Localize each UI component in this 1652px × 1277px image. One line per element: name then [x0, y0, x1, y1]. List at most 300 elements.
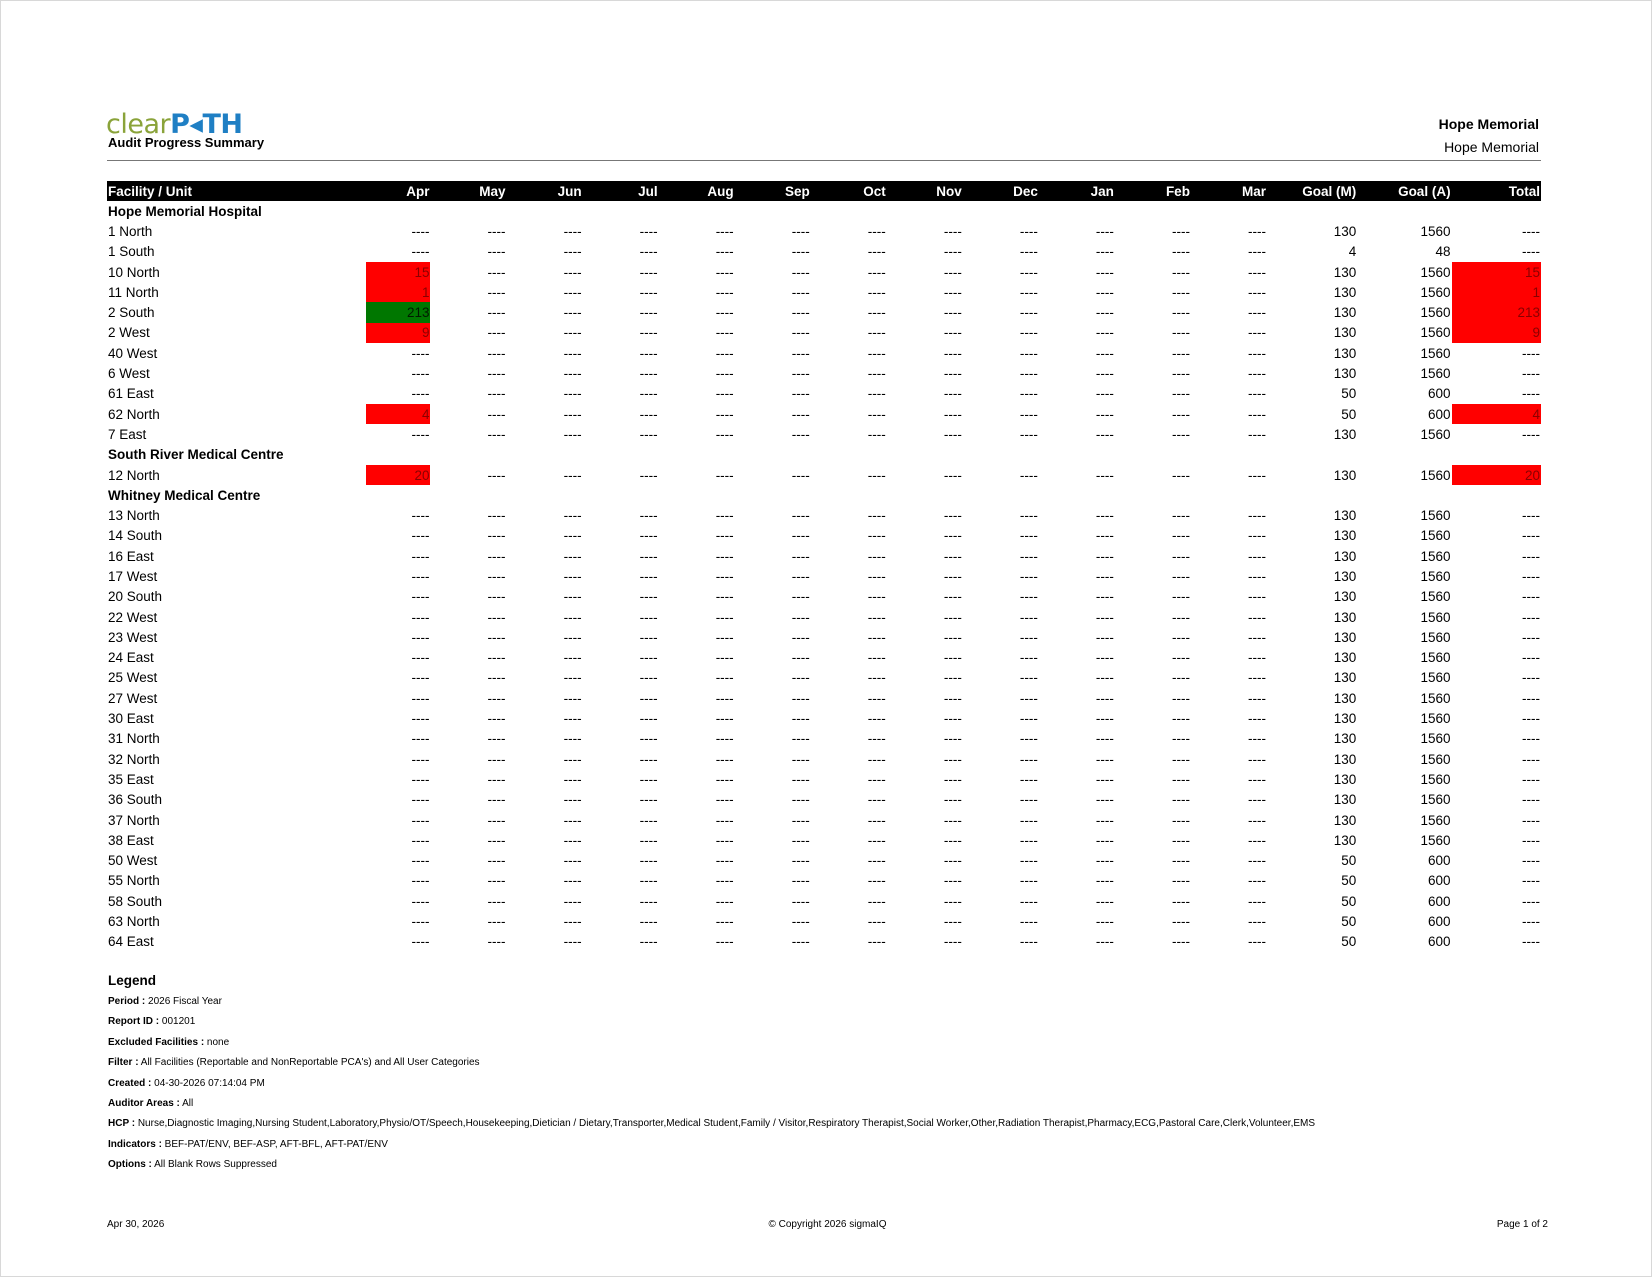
month-cell: ----	[487, 223, 506, 239]
month-cell: ----	[1019, 771, 1038, 787]
legend-item-value: All	[179, 1097, 194, 1109]
month-cell: ----	[563, 548, 582, 564]
month-cell: ----	[1248, 508, 1266, 524]
month-cell: ----	[487, 244, 506, 260]
goal-annual-cell: 1560	[1420, 609, 1451, 625]
unit-name: 27 West	[108, 690, 158, 706]
month-cell: ----	[1095, 528, 1114, 544]
goal-annual-cell: 1560	[1420, 305, 1451, 321]
table-row	[107, 262, 1541, 282]
month-cell: ----	[715, 812, 734, 828]
month-cell-apr: ----	[411, 832, 430, 848]
table-row	[107, 607, 1541, 627]
goal-annual-cell: 600	[1428, 914, 1451, 930]
goal-annual-cell: 1560	[1420, 264, 1451, 280]
month-cell: ----	[867, 467, 886, 483]
month-cell: ----	[791, 934, 810, 950]
goal-annual-cell: 1560	[1420, 467, 1451, 483]
month-cell: ----	[1095, 832, 1114, 848]
month-cell: ----	[867, 406, 886, 422]
total-cell: ----	[1522, 853, 1540, 869]
total-cell: ----	[1522, 711, 1540, 727]
month-cell: ----	[1019, 508, 1038, 524]
month-cell: ----	[563, 426, 582, 442]
month-cell-apr: ----	[411, 366, 430, 382]
month-cell: ----	[639, 548, 658, 564]
month-cell-apr: ----	[411, 568, 430, 584]
column-header: Sep	[735, 181, 811, 201]
month-cell-apr: ----	[411, 853, 430, 869]
goal-monthly-cell: 50	[1341, 873, 1357, 889]
month-cell: ----	[639, 792, 658, 808]
total-cell: ----	[1522, 223, 1540, 239]
month-cell: ----	[1248, 914, 1266, 930]
month-cell: ----	[715, 366, 734, 382]
month-cell: ----	[791, 771, 810, 787]
month-cell: ----	[1248, 670, 1266, 686]
month-cell: ----	[791, 731, 810, 747]
goal-monthly-cell: 50	[1341, 853, 1357, 869]
month-cell: ----	[563, 264, 582, 280]
month-cell: ----	[715, 609, 734, 625]
month-cell: ----	[1248, 366, 1266, 382]
month-cell: ----	[487, 873, 506, 889]
month-cell: ----	[563, 853, 582, 869]
total-cell: ----	[1522, 792, 1540, 808]
legend-item-label: Report ID :	[108, 1016, 160, 1028]
month-cell: ----	[1019, 223, 1038, 239]
month-cell: ----	[563, 812, 582, 828]
goal-annual-cell: 1560	[1420, 650, 1451, 666]
month-cell: ----	[791, 629, 810, 645]
unit-name: 23 West	[108, 629, 158, 645]
unit-name: 58 South	[108, 893, 163, 909]
table-row	[107, 932, 1541, 952]
month-cell: ----	[639, 366, 658, 382]
table-row	[107, 688, 1541, 708]
month-cell: ----	[487, 832, 506, 848]
table-row	[107, 648, 1541, 668]
month-cell: ----	[487, 690, 506, 706]
month-cell: ----	[487, 934, 506, 950]
month-cell: ----	[1248, 223, 1266, 239]
month-cell: ----	[867, 548, 886, 564]
month-cell: ----	[487, 812, 506, 828]
month-cell: ----	[943, 305, 962, 321]
column-header: Aug	[659, 181, 735, 201]
month-cell: ----	[791, 223, 810, 239]
month-cell: ----	[1095, 934, 1114, 950]
column-header: Facility / Unit	[107, 181, 366, 201]
month-cell-apr: ----	[411, 690, 430, 706]
month-cell: ----	[563, 751, 582, 767]
month-cell: ----	[1095, 751, 1114, 767]
column-header: Jul	[583, 181, 659, 201]
unit-name: 32 North	[108, 751, 160, 767]
month-cell: ----	[563, 305, 582, 321]
month-cell: ----	[487, 853, 506, 869]
month-cell: ----	[639, 508, 658, 524]
month-cell: ----	[715, 629, 734, 645]
report-title: Audit Progress Summary	[108, 135, 265, 150]
table-row	[107, 343, 1541, 363]
month-cell: ----	[943, 751, 962, 767]
month-cell: ----	[1019, 345, 1038, 361]
month-cell: ----	[1019, 589, 1038, 605]
month-cell: ----	[1171, 406, 1190, 422]
month-cell: ----	[1248, 711, 1266, 727]
unit-name: 30 East	[108, 711, 154, 727]
goal-monthly-cell: 130	[1333, 812, 1357, 828]
month-cell: ----	[487, 528, 506, 544]
month-cell: ----	[487, 345, 506, 361]
legend-item	[108, 1056, 1315, 1076]
month-cell: ----	[943, 386, 962, 402]
month-cell: ----	[1248, 386, 1266, 402]
month-cell: ----	[1095, 508, 1114, 524]
unit-name: 1 North	[108, 223, 153, 239]
month-cell-apr: ----	[411, 528, 430, 544]
month-cell: ----	[1019, 568, 1038, 584]
month-cell: ----	[715, 934, 734, 950]
month-cell: ----	[487, 711, 506, 727]
goal-annual-cell: 1560	[1420, 751, 1451, 767]
month-cell: ----	[563, 629, 582, 645]
goal-annual-cell: 1560	[1420, 670, 1451, 686]
total-cell: ----	[1522, 528, 1540, 544]
goal-annual-cell: 1560	[1420, 366, 1451, 382]
facility-name: Hope Memorial Hospital	[108, 203, 262, 219]
month-cell: ----	[1171, 914, 1190, 930]
month-cell: ----	[563, 914, 582, 930]
month-cell: ----	[1095, 366, 1114, 382]
table-row	[107, 363, 1541, 383]
legend-item-value: 2026 Fiscal Year	[145, 996, 222, 1007]
month-cell: ----	[563, 325, 582, 341]
unit-name: 12 North	[108, 467, 160, 483]
month-cell: ----	[943, 650, 962, 666]
month-cell: ----	[943, 508, 962, 524]
legend-item-value: none	[204, 1036, 230, 1048]
month-cell: ----	[791, 690, 810, 706]
month-cell: ----	[639, 426, 658, 442]
month-cell: ----	[867, 223, 886, 239]
month-cell-apr: ----	[411, 244, 430, 260]
month-cell: ----	[487, 914, 506, 930]
unit-name: 64 East	[108, 934, 154, 950]
month-cell: ----	[943, 548, 962, 564]
legend-item-label: Excluded Facilities :	[108, 1036, 205, 1048]
month-cell: ----	[487, 284, 506, 300]
goal-monthly-cell: 130	[1333, 771, 1357, 787]
goal-monthly-cell: 130	[1333, 366, 1357, 382]
goal-annual-cell: 1560	[1420, 548, 1451, 564]
total-cell: ----	[1522, 812, 1540, 828]
month-cell: ----	[867, 690, 886, 706]
footer-date: Apr 30, 2026	[107, 1219, 165, 1230]
month-cell-apr: ----	[411, 609, 430, 625]
month-cell: ----	[791, 264, 810, 280]
month-cell: ----	[867, 568, 886, 584]
total-cell: ----	[1522, 589, 1540, 605]
month-cell: ----	[791, 609, 810, 625]
column-header: Total	[1452, 181, 1541, 201]
month-cell: ----	[563, 223, 582, 239]
table-row	[107, 891, 1541, 911]
month-cell: ----	[563, 690, 582, 706]
month-cell: ----	[1095, 345, 1114, 361]
month-cell: ----	[791, 467, 810, 483]
table-row	[107, 242, 1541, 262]
month-cell: ----	[943, 284, 962, 300]
month-cell: ----	[1248, 792, 1266, 808]
month-cell: ----	[639, 812, 658, 828]
facility-group-row	[107, 445, 1541, 465]
month-cell: ----	[639, 284, 658, 300]
month-cell: ----	[1171, 548, 1190, 564]
month-cell: ----	[1019, 853, 1038, 869]
column-header: Goal (M)	[1267, 181, 1357, 201]
legend-item-value: 04-30-2026 07:14:04 PM	[151, 1077, 265, 1089]
month-cell: ----	[1248, 345, 1266, 361]
month-cell: ----	[1019, 893, 1038, 909]
table-row	[107, 830, 1541, 850]
month-cell: ----	[943, 325, 962, 341]
table-row	[107, 404, 1541, 424]
month-cell: ----	[1171, 711, 1190, 727]
total-cell: ----	[1522, 914, 1540, 930]
goal-annual-cell: 1560	[1420, 589, 1451, 605]
month-cell: ----	[563, 873, 582, 889]
month-cell: ----	[639, 711, 658, 727]
goal-monthly-cell: 130	[1333, 305, 1357, 321]
month-cell: ----	[867, 731, 886, 747]
month-cell: ----	[791, 366, 810, 382]
total-cell: ----	[1522, 426, 1540, 442]
month-cell: ----	[943, 406, 962, 422]
unit-name: 37 North	[108, 812, 160, 828]
unit-name: 31 North	[108, 731, 160, 747]
table-row	[107, 871, 1541, 891]
month-cell: ----	[1248, 264, 1266, 280]
month-cell: ----	[1019, 284, 1038, 300]
goal-annual-cell: 600	[1428, 893, 1451, 909]
total-cell: ----	[1522, 345, 1540, 361]
facility-group-row	[107, 201, 1541, 221]
month-cell: ----	[943, 426, 962, 442]
table-row	[107, 526, 1541, 546]
total-cell: ----	[1522, 568, 1540, 584]
table-row	[107, 424, 1541, 444]
month-cell: ----	[791, 589, 810, 605]
month-cell-apr: ----	[411, 345, 430, 361]
month-cell: ----	[639, 609, 658, 625]
legend-item-value: Nurse,Diagnostic Imaging,Nursing Student,Laboratory,Physio/OT/Speech,Housekeeping,Dietician / Dietary,Transporter,Medical Student,Family / Visitor,Respiratory Therapist,Social Worker,Other,Radiation Therapist,Pharmacy,ECG,Pastoral Care,Clerk,Volunteer,EMS	[135, 1118, 1316, 1130]
month-cell: ----	[487, 366, 506, 382]
legend-item-label: Indicators :	[108, 1138, 162, 1150]
month-cell: ----	[639, 406, 658, 422]
month-cell: ----	[1095, 690, 1114, 706]
month-cell: ----	[1019, 325, 1038, 341]
month-cell: ----	[791, 751, 810, 767]
month-cell: ----	[867, 792, 886, 808]
legend-item-label: Created :	[108, 1077, 152, 1089]
total-cell: 1	[1452, 282, 1541, 302]
goal-annual-cell: 1560	[1420, 426, 1451, 442]
month-cell: ----	[487, 650, 506, 666]
month-cell: ----	[867, 386, 886, 402]
month-cell: ----	[639, 589, 658, 605]
goal-monthly-cell: 130	[1333, 609, 1357, 625]
month-cell: ----	[639, 934, 658, 950]
goal-annual-cell: 1560	[1420, 711, 1451, 727]
month-cell: ----	[1095, 914, 1114, 930]
legend-item-value: BEF-PAT/ENV, BEF-ASP, AFT-BFL, AFT-PAT/ENV	[161, 1138, 388, 1150]
month-cell: ----	[563, 244, 582, 260]
goal-monthly-cell: 50	[1341, 934, 1357, 950]
month-cell-apr: ----	[411, 771, 430, 787]
month-cell: ----	[867, 832, 886, 848]
legend	[108, 973, 1315, 1179]
month-cell: ----	[715, 914, 734, 930]
legend-items	[108, 995, 1315, 1179]
month-cell: ----	[943, 853, 962, 869]
month-cell: ----	[563, 771, 582, 787]
month-cell: ----	[791, 426, 810, 442]
month-cell: ----	[943, 893, 962, 909]
month-cell: ----	[1248, 426, 1266, 442]
month-cell: ----	[1171, 609, 1190, 625]
month-cell-apr: ----	[411, 223, 430, 239]
month-cell: ----	[1019, 629, 1038, 645]
month-cell: ----	[867, 853, 886, 869]
month-cell: ----	[715, 589, 734, 605]
month-cell: ----	[1019, 244, 1038, 260]
goal-monthly-cell: 130	[1333, 832, 1357, 848]
month-cell-apr: 213	[366, 302, 431, 322]
month-cell: ----	[791, 670, 810, 686]
month-cell: ----	[487, 629, 506, 645]
unit-name: 10 North	[108, 264, 160, 280]
month-cell: ----	[715, 893, 734, 909]
month-cell: ----	[1171, 589, 1190, 605]
month-cell: ----	[1095, 589, 1114, 605]
month-cell-apr: ----	[411, 508, 430, 524]
audit-progress-table	[107, 181, 1541, 952]
total-cell: ----	[1522, 690, 1540, 706]
unit-name: 2 South	[108, 305, 155, 321]
goal-monthly-cell: 130	[1333, 690, 1357, 706]
month-cell: ----	[867, 325, 886, 341]
table-body	[107, 201, 1541, 952]
table-row	[107, 566, 1541, 586]
column-header: Goal (A)	[1357, 181, 1451, 201]
month-cell: ----	[867, 751, 886, 767]
month-cell: ----	[1019, 264, 1038, 280]
month-cell: ----	[1171, 568, 1190, 584]
month-cell: ----	[1019, 711, 1038, 727]
month-cell: ----	[1019, 386, 1038, 402]
column-header: Apr	[366, 181, 431, 201]
goal-annual-cell: 1560	[1420, 568, 1451, 584]
month-cell-apr: ----	[411, 650, 430, 666]
month-cell: ----	[943, 690, 962, 706]
month-cell: ----	[943, 345, 962, 361]
month-cell: ----	[791, 244, 810, 260]
goal-annual-cell: 600	[1428, 406, 1451, 422]
legend-title: Legend	[108, 973, 157, 988]
legend-item-label: Filter :	[108, 1057, 139, 1069]
month-cell: ----	[487, 305, 506, 321]
month-cell: ----	[487, 670, 506, 686]
header-divider	[107, 160, 1541, 161]
month-cell: ----	[1019, 305, 1038, 321]
table-row	[107, 384, 1541, 404]
month-cell: ----	[563, 731, 582, 747]
month-cell: ----	[487, 386, 506, 402]
legend-item	[108, 1158, 1315, 1178]
month-cell: ----	[1248, 934, 1266, 950]
goal-annual-cell: 600	[1428, 853, 1451, 869]
column-header: Feb	[1115, 181, 1191, 201]
month-cell: ----	[943, 609, 962, 625]
month-cell: ----	[867, 711, 886, 727]
month-cell: ----	[1095, 650, 1114, 666]
month-cell: ----	[715, 771, 734, 787]
total-cell: ----	[1522, 366, 1540, 382]
unit-name: 55 North	[108, 873, 160, 889]
month-cell: ----	[867, 264, 886, 280]
goal-monthly-cell: 130	[1333, 284, 1357, 300]
month-cell: ----	[1171, 650, 1190, 666]
month-cell: ----	[1095, 731, 1114, 747]
goal-monthly-cell: 130	[1333, 508, 1357, 524]
total-cell: 9	[1452, 323, 1541, 343]
month-cell: ----	[1095, 792, 1114, 808]
month-cell: ----	[1248, 731, 1266, 747]
table-row	[107, 790, 1541, 810]
table-row	[107, 769, 1541, 789]
goal-monthly-cell: 4	[1348, 244, 1357, 260]
table-row	[107, 749, 1541, 769]
unit-name: 63 North	[108, 914, 160, 930]
unit-name: 2 West	[108, 325, 150, 341]
month-cell-apr: 9	[366, 323, 431, 343]
month-cell: ----	[1248, 406, 1266, 422]
month-cell: ----	[791, 508, 810, 524]
month-cell: ----	[1171, 670, 1190, 686]
month-cell: ----	[1019, 406, 1038, 422]
month-cell: ----	[1171, 366, 1190, 382]
total-cell: ----	[1522, 244, 1540, 260]
goal-annual-cell: 600	[1428, 873, 1451, 889]
table-row	[107, 708, 1541, 728]
goal-monthly-cell: 130	[1333, 528, 1357, 544]
unit-name: 1 South	[108, 244, 155, 260]
month-cell: ----	[715, 832, 734, 848]
unit-name: 11 North	[108, 284, 159, 300]
month-cell: ----	[1248, 873, 1266, 889]
month-cell-apr: 1	[366, 282, 431, 302]
month-cell: ----	[791, 853, 810, 869]
month-cell: ----	[715, 264, 734, 280]
total-cell: 4	[1452, 404, 1541, 424]
month-cell: ----	[791, 386, 810, 402]
month-cell: ----	[1171, 934, 1190, 950]
month-cell: ----	[1019, 873, 1038, 889]
month-cell: ----	[563, 386, 582, 402]
month-cell: ----	[1095, 812, 1114, 828]
